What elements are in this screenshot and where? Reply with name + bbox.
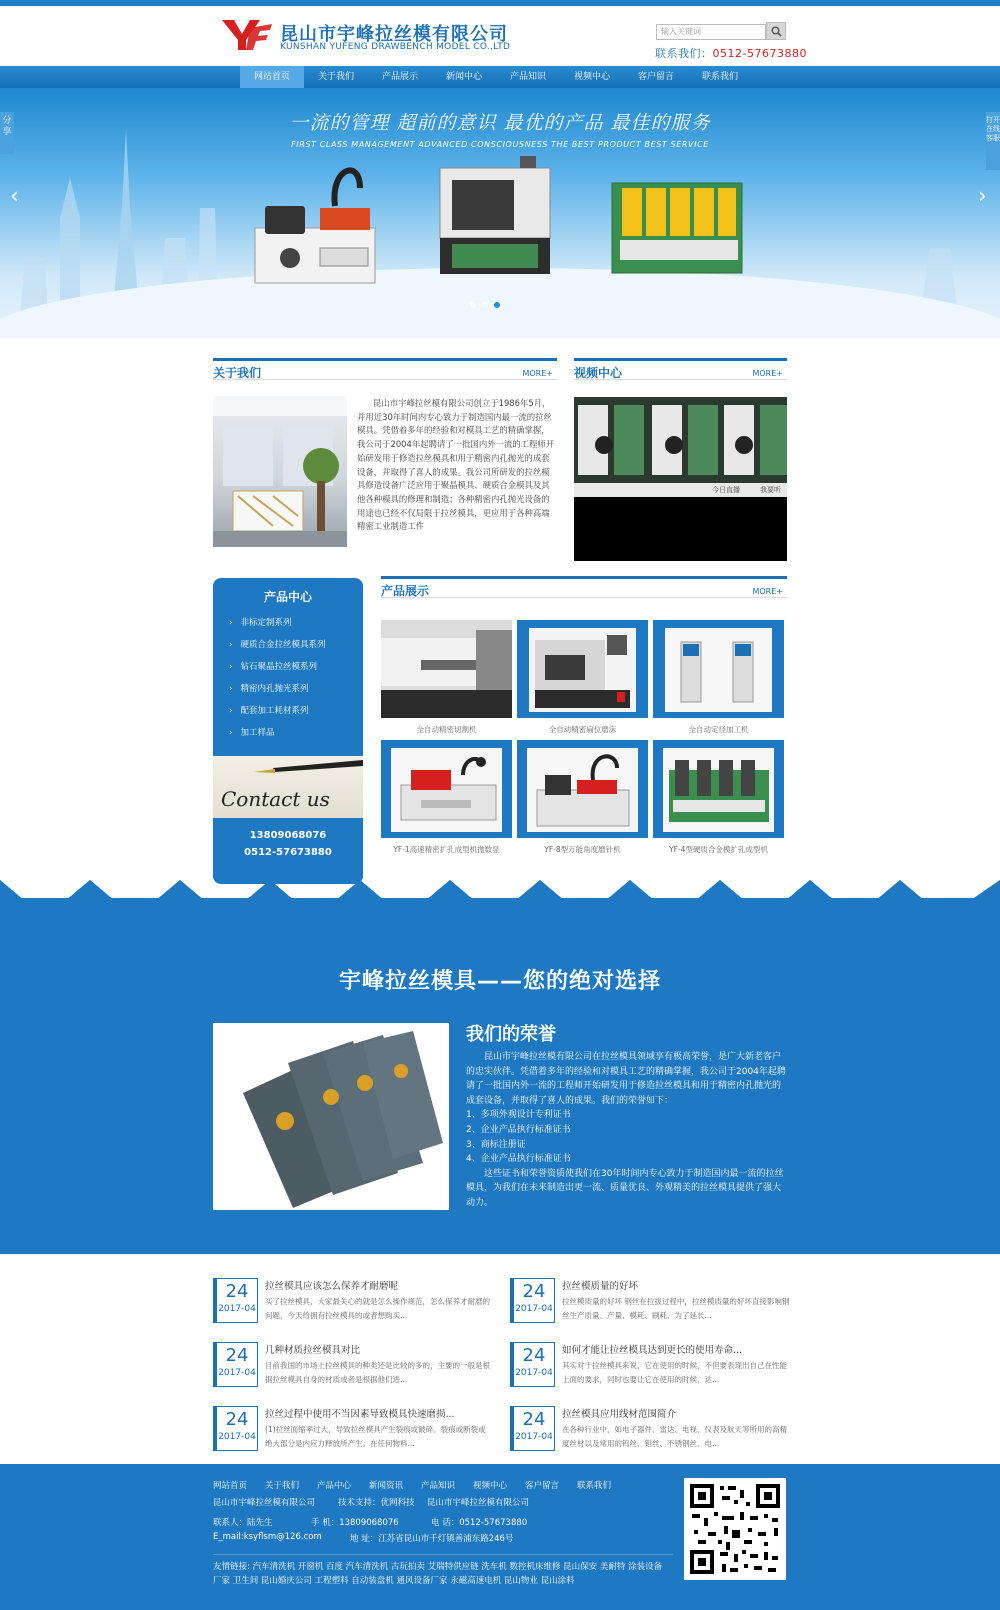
news-title[interactable]: 拉丝模具应该怎么保养才耐磨呢	[265, 1281, 399, 1292]
news-desc: 在各种行业中，如电子器件、雷达、电视、仪表及航天等所用的高精度丝材以及常用的钨丝、钼丝、不锈钢丝、电...	[562, 1425, 787, 1448]
footer-nav-link[interactable]: 客户留言	[525, 1481, 560, 1491]
news-item[interactable]	[510, 1342, 794, 1392]
honor-certificates-image	[213, 1023, 449, 1210]
footer-divider	[213, 1554, 673, 1555]
honor-outro: 这些证书和荣誉资质使我们在30年时间内专心致力于制造国内最一流的拉丝模具，为我们在未来制造出更一流、质量优良、外观精美的拉丝模具提供了强大动力。	[466, 1168, 784, 1208]
honor-item: 3、商标注册证	[466, 1139, 526, 1150]
category-link[interactable]: › 加工样品	[229, 728, 275, 738]
products-title: 产品展示	[381, 584, 430, 598]
nav-item-video[interactable]: 视频中心	[573, 72, 610, 82]
news-desc: 其实对于拉丝模具来说，它在使用的时候，不但要表现出自己在性能上面的要求，同时也要让它在使用的时候，达...	[562, 1361, 787, 1384]
video-more-link[interactable]: MORE+	[752, 369, 783, 378]
search-icon	[771, 26, 782, 37]
banner-subtitle: FIRST CLASS MANAGEMENT ADVANCED CONSCIOUSNESS THE BEST PRODUCT BEST SERVICE	[291, 140, 709, 149]
contact-us-text: Contact us	[221, 787, 330, 811]
sidebar-phone-2: 0512-57673880	[244, 847, 332, 858]
company-name-en: KUNSHAN YUFENG DRAWBENCH MODEL CO.,LTD	[280, 42, 511, 52]
honor-item: 2、企业产品执行标准证书	[466, 1124, 571, 1135]
online-service-tab[interactable]: 打开在线客服	[986, 112, 1000, 170]
news-desc: 目前我国的市场上拉丝模具的种类还是比较的多的，主要的一般是根据拉丝模具自身的材质或者是根据他们进...	[265, 1361, 490, 1384]
product-caption[interactable]: 全自动精密扁位磨床	[548, 725, 617, 734]
honor-item: 4、企业产品执行标准证书	[466, 1154, 571, 1165]
product-card[interactable]	[381, 740, 512, 838]
product-card[interactable]	[381, 620, 512, 718]
nav-item-knowledge[interactable]: 产品知识	[509, 72, 546, 82]
products-more-link[interactable]: MORE+	[752, 587, 783, 596]
footer-address: 地 址：江苏省昆山市千灯镇善浦东路246号	[350, 1534, 514, 1544]
news-title[interactable]: 几种材质拉丝模具对比	[265, 1345, 361, 1356]
footer-tel: 电 话：0512-57673880	[431, 1518, 528, 1528]
video-player[interactable]	[574, 397, 787, 561]
nav-item-products[interactable]: 产品展示	[381, 72, 418, 82]
footer-nav-link[interactable]: 产品知识	[421, 1481, 456, 1491]
news-item[interactable]	[510, 1278, 794, 1328]
nav-item-home[interactable]: 网站首页	[240, 66, 304, 88]
footer-company: 昆山市宇峰拉丝模有限公司	[213, 1498, 316, 1508]
product-card[interactable]	[653, 740, 784, 838]
honor-item: 1、多项外观设计专利证书	[466, 1110, 571, 1121]
product-caption[interactable]: YF-8型万能角度磨针机	[544, 845, 621, 854]
search-button[interactable]	[766, 22, 786, 40]
news-date: 24 2017-04	[510, 1342, 555, 1387]
chevron-left-icon[interactable]: ‹	[10, 184, 19, 209]
slide-dot-1[interactable]	[470, 302, 476, 308]
news-item[interactable]	[213, 1342, 497, 1392]
footer-nav-link[interactable]: 视频中心	[473, 1481, 508, 1491]
footer-nav-link[interactable]: 网站首页	[213, 1481, 248, 1491]
news-item[interactable]	[213, 1278, 497, 1328]
news-date: 24 2017-04	[510, 1406, 555, 1451]
category-link[interactable]: › 非标定制系列	[229, 618, 292, 628]
nav-item-about[interactable]: 关于我们	[317, 72, 354, 82]
video-listen-label[interactable]: 我要听	[760, 486, 781, 494]
footer-contact-person: 联系人：陆先生	[213, 1518, 273, 1528]
footer-tech-support[interactable]: 技术支持：优网科技	[338, 1498, 415, 1508]
about-header	[213, 358, 557, 380]
contact-label: 联系我们：	[655, 47, 713, 60]
honor-title: 我们的荣誉	[466, 1024, 556, 1045]
about-text: 昆山市宇峰拉丝模有限公司创立于1986年5月，并用近30年时间内专心致力于制造国内最一流的拉丝模具。凭借着多年的经验和对模具工艺的精确掌握，我公司于2004年起聘请了一批国内外一流的工程师开始研发用于修造拉丝模具和用于精密内孔抛光的成套设备，并取得了喜人的成果。我公司所研发的拉丝模具修造设备广泛应用于聚晶模具、硬质合金模具及其他各种模具的修理和制造；各种精密内孔抛光设备的用途也已经不仅局限于拉丝模具，更应用于各种高端精密工业制造工件	[357, 398, 555, 532]
footer-nav-link[interactable]: 关于我们	[265, 1481, 300, 1491]
category-link[interactable]: › 钻石聚晶拉丝模系列	[229, 662, 318, 672]
top-accent-bar	[0, 0, 1000, 6]
share-tab[interactable]: 分享	[0, 112, 14, 154]
news-title[interactable]: 如何才能让拉丝模具达到更长的使用寿命...	[562, 1345, 743, 1356]
qr-code-icon	[688, 1482, 782, 1576]
product-caption[interactable]: 全自动定径加工机	[688, 725, 749, 734]
product-caption[interactable]: 全自动精密切割机	[416, 725, 477, 734]
footer-nav-link[interactable]: 联系我们	[577, 1481, 612, 1491]
product-caption[interactable]: YF-1高速精密扩孔成型机抛数显	[393, 845, 500, 854]
main-nav	[0, 66, 1000, 88]
product-caption[interactable]: YF-4型硬质合金模扩孔成型机	[669, 845, 768, 854]
news-title[interactable]: 拉丝模质量的好坏	[562, 1281, 639, 1292]
honor-text	[466, 1050, 789, 1211]
news-date: 24 2017-04	[213, 1406, 258, 1451]
news-date: 24 2017-04	[213, 1278, 258, 1323]
news-desc: 拉丝模质量的好坏 钢丝在拉拔过程中，拉丝模质量的好坏直接影响钢丝生产质量、产量、模耗、刷耗、为了延长...	[562, 1297, 790, 1320]
contact-us-image	[213, 756, 363, 818]
choice-slogan: 宇峰拉丝模具——您的绝对选择	[338, 969, 661, 994]
footer-company-2: 昆山市宇峰拉丝模有限公司	[427, 1498, 530, 1508]
category-link[interactable]: › 硬质合金拉丝模具系列	[229, 640, 326, 650]
news-title[interactable]: 拉丝模具应用线材范围简介	[562, 1409, 677, 1420]
company-name-cn[interactable]: 昆山市宇峰拉丝模有限公司	[280, 24, 508, 45]
hero-banner[interactable]	[0, 88, 1000, 338]
about-office-image	[213, 396, 347, 547]
zigzag-divider	[0, 880, 1000, 920]
product-center-panel	[213, 578, 363, 884]
footer-email[interactable]: E_mail:ksyflsm@126.com	[213, 1532, 322, 1542]
product-card[interactable]	[517, 740, 648, 838]
honor-intro: 昆山市宇峰拉丝模有限公司在拉丝模具领域享有极高荣誉，是广大新老客户的忠实伙伴。凭借着多年的经验和对模具工艺的精确掌握，我公司于2004年起聘请了一批国内外一流的工程师开始研发用于修造拉丝模具和用于精密内孔抛光的成套设备，并取得了喜人的成果。我们的荣誉如下：	[466, 1052, 786, 1106]
footer-mobile: 手 机：13809068076	[311, 1518, 399, 1528]
product-card[interactable]	[653, 620, 784, 718]
footer	[0, 1464, 1000, 1610]
news-item[interactable]	[213, 1406, 497, 1456]
product-card[interactable]	[517, 620, 648, 718]
products-header	[381, 576, 787, 598]
sidebar-phone-1: 13809068076	[249, 830, 327, 841]
company-logo-icon[interactable]	[220, 18, 272, 52]
news-desc: 买了拉丝模具，大家最关心的就是怎么操作规范，怎么保养才耐磨的问题，今天给拥有拉丝模具的或者想购买...	[265, 1297, 490, 1320]
about-title: 关于我们	[213, 366, 262, 380]
news-title[interactable]: 拉丝过程中使用不当因素导致模具快速磨损...	[265, 1409, 455, 1420]
chevron-right-icon[interactable]: ›	[978, 184, 987, 209]
footer-friend-links[interactable]: 友情链接: 汽车清洗机 开窗机 百度 汽车清洗机 古玩拍卖 艾瑞特供应链 洗车机 数控机床维修 昆山保安 美耐特 涂装设备厂家 卫生间 昆山婚庆公司 工程塑料 自动装盘机 通风设备厂家 永磁高速电机 昆山物业 昆山涂料	[213, 1562, 663, 1586]
qr-code	[684, 1478, 786, 1580]
slide-dot-2[interactable]	[482, 302, 488, 308]
product-center-title: 产品中心	[263, 590, 312, 604]
header-contact	[655, 45, 807, 61]
news-item[interactable]	[510, 1406, 794, 1456]
video-live-label[interactable]: 今日直播	[712, 486, 740, 494]
category-link[interactable]: › 精密内孔抛光系列	[229, 684, 309, 694]
category-link[interactable]: › 配套加工耗材系列	[229, 706, 309, 716]
video-thumbnail	[574, 397, 787, 497]
about-more-link[interactable]: MORE+	[522, 369, 553, 378]
video-header	[574, 358, 787, 380]
news-desc: (1)拉丝面缩率过大，导致拉丝模具产生裂痕或破碎。裂痕或断裂或绝大部分是内应力释放所产生。在任何物料...	[265, 1425, 486, 1448]
footer-nav-link[interactable]: 新闻资讯	[369, 1481, 404, 1491]
nav-item-news[interactable]: 新闻中心	[445, 72, 482, 82]
news-date: 24 2017-04	[213, 1342, 258, 1387]
news-date: 24 2017-04	[510, 1278, 555, 1323]
nav-item-message[interactable]: 客户留言	[637, 72, 674, 82]
video-title: 视频中心	[574, 366, 623, 380]
banner-slogan: 一流的管理 超前的意识 最优的产品 最佳的服务	[289, 112, 711, 134]
contact-phone: 0512-57673880	[712, 47, 807, 60]
nav-item-contact[interactable]: 联系我们	[701, 72, 738, 82]
search-input[interactable]: 输入关键词	[656, 24, 766, 40]
footer-nav-link[interactable]: 产品中心	[317, 1481, 352, 1491]
slide-dot-3[interactable]	[494, 302, 500, 308]
